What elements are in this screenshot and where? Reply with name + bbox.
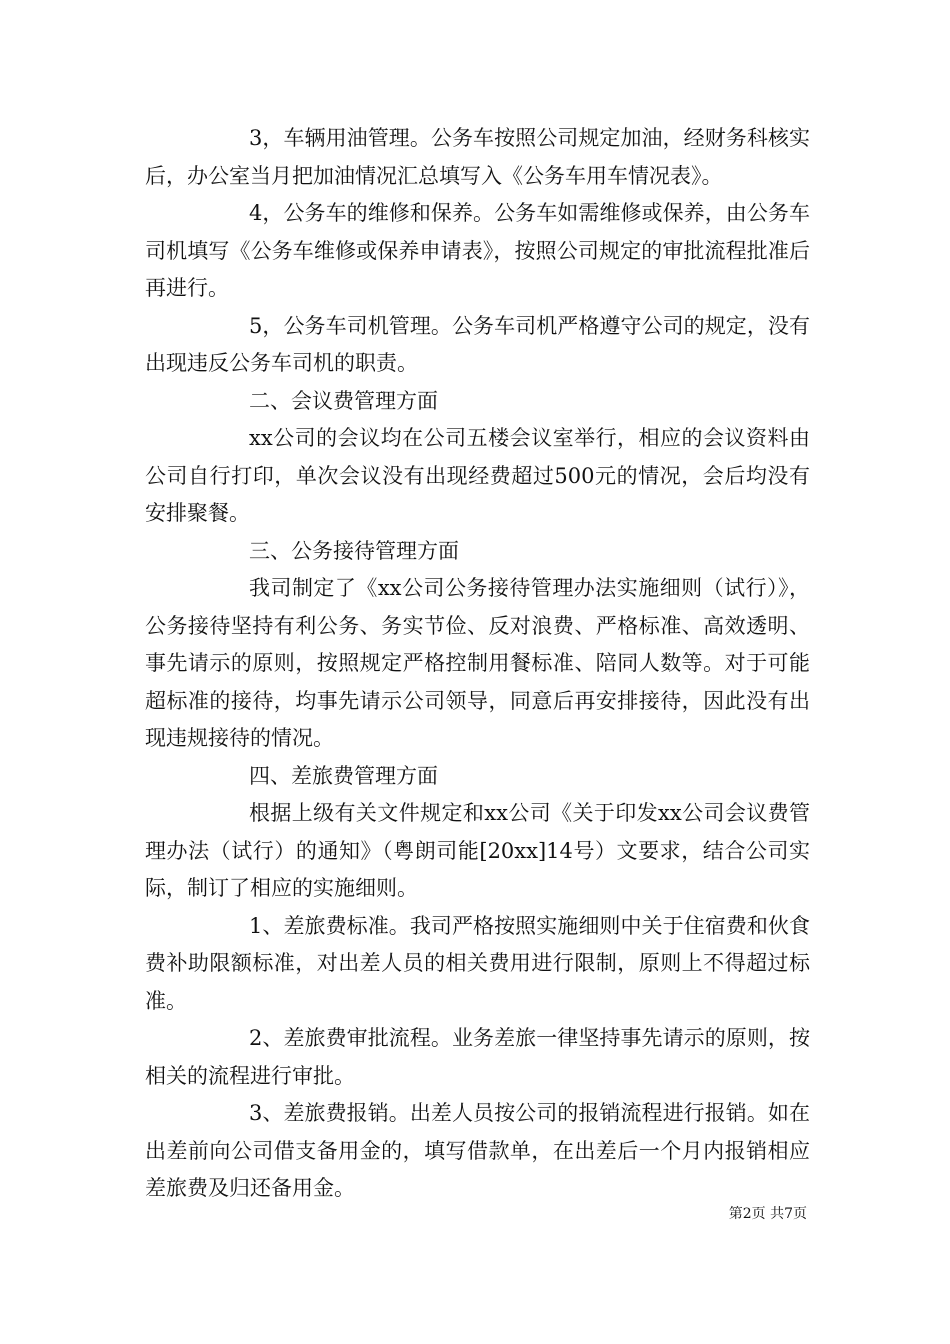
heading-official-reception: 三、公务接待管理方面 — [249, 538, 459, 563]
paragraph-driver-management: 5，公务车司机管理。公务车司机严格遵守公司的规定，没有出现违反公务车司机的职责。 — [145, 313, 810, 375]
paragraph-fuel-management: 3，车辆用油管理。公务车按照公司规定加油，经财务科核实后，办公室当月把加油情况汇总填写入《公务车用车情况表》。 — [145, 126, 810, 188]
paragraph-travel-reimbursement: 3、差旅费报销。出差人员按公司的报销流程进行报销。如在出差前向公司借支备用金的，填写借款单，在出差后一个月内报销相应差旅费及归还备用金。 — [145, 1101, 810, 1200]
paragraph-travel-approval: 2、差旅费审批流程。业务差旅一律坚持事先请示的原则，按相关的流程进行审批。 — [145, 1026, 810, 1088]
page-number-footer: 第2页 共7页 — [728, 1206, 807, 1222]
paragraph-official-reception: 我司制定了《xx公司公务接待管理办法实施细则（试行）》，公务接待坚持有利公务、务实节俭、反对浪费、严格标准、高效透明、事先请示的原则，按照规定严格控制用餐标准、陪同人数等。对于可能超标准的接待，均事先请示公司领导，同意后再安排接待，因此没有出现违规接待的情况。 — [145, 576, 810, 750]
paragraph-travel-policy: 根据上级有关文件规定和xx公司《关于印发xx公司会议费管理办法（试行）的通知》（粤朗司能[20xx]14号）文要求，结合公司实际，制订了相应的实施细则。 — [145, 801, 810, 900]
document-body — [145, 120, 810, 1208]
heading-meeting-expenses: 二、会议费管理方面 — [249, 388, 438, 413]
paragraph-meeting-expenses: xx公司的会议均在公司五楼会议室举行，相应的会议资料由公司自行打印，单次会议没有出现经费超过500元的情况，会后均没有安排聚餐。 — [145, 426, 810, 525]
paragraph-travel-standard: 1、差旅费标准。我司严格按照实施细则中关于住宿费和伙食费补助限额标准，对出差人员的相关费用进行限制，原则上不得超过标准。 — [145, 913, 810, 1013]
paragraph-vehicle-maintenance: 4，公务车的维修和保养。公务车如需维修或保养，由公务车司机填写《公务车维修或保养申请表》，按照公司规定的审批流程批准后再进行。 — [145, 201, 810, 300]
heading-travel-expenses: 四、差旅费管理方面 — [249, 763, 438, 788]
